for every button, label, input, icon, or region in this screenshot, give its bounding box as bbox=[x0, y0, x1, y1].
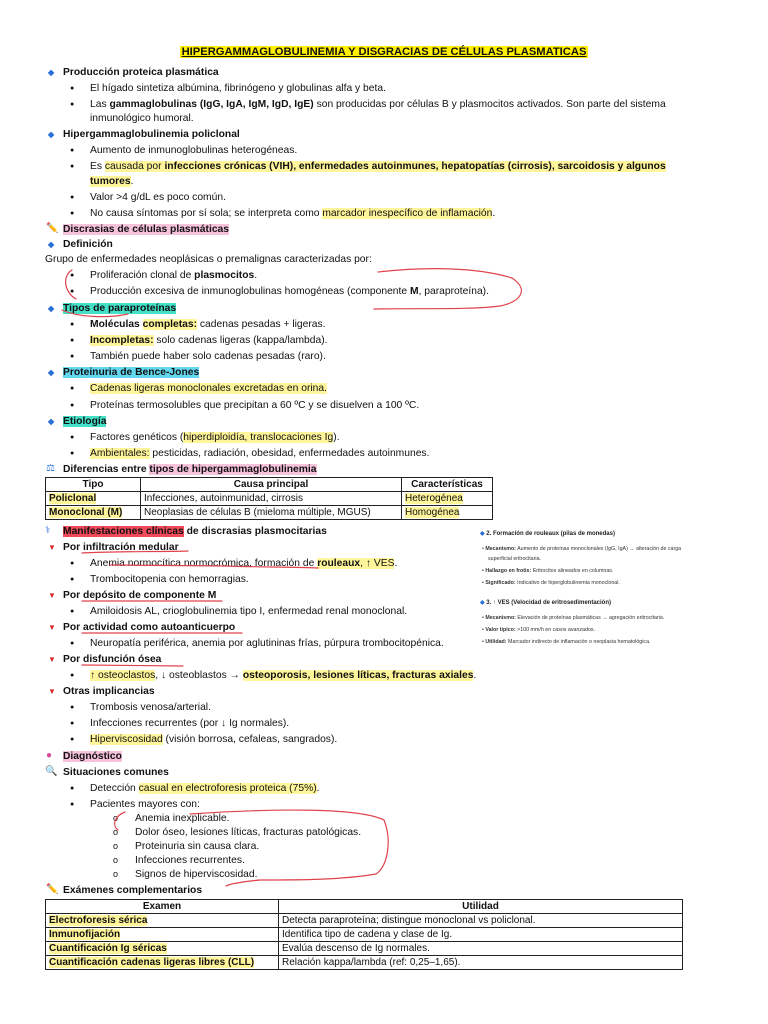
table-header: Examen bbox=[46, 900, 279, 914]
subheading-otras: ▼ Otras implicancias bbox=[63, 685, 155, 699]
sub-list-item: o Dolor óseo, lesiones líticas, fracturas patológicas. bbox=[135, 826, 361, 840]
pencil-icon: ✏️ bbox=[46, 223, 59, 234]
table-cell: Identifica tipo de cadena y clase de Ig. bbox=[279, 928, 683, 942]
heading-bence-jones: ◆ Proteinuria de Bence-Jones bbox=[63, 366, 199, 380]
embedded-notes-image bbox=[476, 525, 738, 653]
list-item: ● Aumento de inmunoglobulinas heterogéneas. bbox=[90, 144, 297, 158]
list-item: ● Neuropatía periférica, anemia por aglutininas frías, púrpura trombocitopénica. bbox=[90, 637, 444, 651]
heading-policlonal: ◆ Hipergammaglobulinemia policlonal bbox=[63, 128, 240, 142]
table-cell: Evalúa descenso de Ig normales. bbox=[279, 942, 683, 956]
list-item: ● Hiperviscosidad (visión borrosa, cefaleas, sangrados). bbox=[90, 733, 337, 747]
heading-examenes: Exámenes complementarios bbox=[63, 885, 203, 896]
table-header: Tipo bbox=[46, 478, 141, 492]
list-item: ● Pacientes mayores con: bbox=[90, 798, 200, 812]
table-cell: Relación kappa/lambda (ref: 0,25–1,65). bbox=[279, 956, 683, 970]
heading-diferencias: Diferencias entre tipos de hipergammaglobulinemia bbox=[63, 464, 317, 475]
list-item: ● El hígado sintetiza albúmina, fibrinógeno y globulinas alfa y beta. bbox=[90, 82, 386, 96]
table-header-row bbox=[46, 478, 493, 492]
heading-diagnostico: Diagnóstico bbox=[63, 751, 122, 762]
table-cell: Inmunofijación bbox=[46, 928, 279, 942]
table-row bbox=[46, 956, 683, 970]
list-item: ● Incompletas: solo cadenas ligeras (kappa/lambda). bbox=[90, 334, 328, 348]
subheading-infiltracion: ▼ Por infiltración medular bbox=[63, 541, 179, 555]
list-item: ● Infecciones recurrentes (por ↓ Ig normales). bbox=[90, 717, 289, 731]
table-cell: Policlonal bbox=[46, 492, 141, 506]
table-header: Utilidad bbox=[279, 900, 683, 914]
heading-produccion: ◆ Producción proteica plasmática bbox=[63, 66, 219, 80]
heading-situaciones: Situaciones comunes bbox=[63, 767, 169, 778]
differences-table bbox=[45, 477, 493, 520]
sub-list-item: o Signos de hiperviscosidad. bbox=[135, 868, 258, 882]
list-item: ● Amiloidosis AL, crioglobulinemia tipo I, enfermedad renal monoclonal. bbox=[90, 605, 407, 619]
table-row bbox=[46, 506, 493, 520]
list-item: ● Ambientales: pesticidas, radiación, obesidad, enfermedades autoinmunes. bbox=[90, 447, 429, 461]
sub-list-item: o Anemia inexplicable. bbox=[135, 812, 229, 826]
table-row bbox=[46, 492, 493, 506]
list-item-continuation: inmunológico humoral. bbox=[90, 113, 194, 124]
list-item: ● Detección casual en electroforesis proteica (75%). bbox=[90, 782, 320, 796]
subheading-deposito: ▼ Por depósito de componente M bbox=[63, 589, 216, 603]
table-cell: Electroforesis sérica bbox=[46, 914, 279, 928]
exams-table bbox=[45, 899, 683, 970]
side-line: • Hallazgo en frotis: Eritrocitos alineados en columnas. bbox=[482, 568, 614, 574]
list-item: ● Cadenas ligeras monoclonales excretadas en orina. bbox=[90, 382, 327, 396]
page-title: HIPERGAMMAGLOBULINEMIA Y DISGRACIAS DE CÉLULAS PLASMATICAS bbox=[181, 46, 587, 58]
heading-tipos-paraproteinas: ◆ Tipos de paraproteínas bbox=[63, 302, 176, 316]
table-row bbox=[46, 942, 683, 956]
table-cell: Cuantificación Ig séricas bbox=[46, 942, 279, 956]
table-cell: Cuantificación cadenas ligeras libres (CLL) bbox=[46, 956, 279, 970]
side-line: superficial eritrocitaria. bbox=[488, 556, 541, 562]
list-item: ● No causa síntomas por sí sola; se interpreta como marcador inespecífico de inflamación. bbox=[90, 207, 495, 221]
list-item: ● Trombosis venosa/arterial. bbox=[90, 701, 211, 715]
side-line: • Mecanismo: Aumento de proteínas monoclonales (IgG, IgA) → alteración de carga bbox=[482, 546, 682, 552]
table-cell: Monoclonal (M) bbox=[46, 506, 141, 520]
heading-manifestaciones: Manifestaciones clínicas de discrasias plasmocitarias bbox=[63, 526, 327, 537]
list-item: ● También puede haber solo cadenas pesadas (raro). bbox=[90, 350, 326, 364]
side-line: • Utilidad: Marcador indirecto de inflamación o neoplasia hematológica. bbox=[482, 639, 651, 645]
magnifier-icon: 🔍 bbox=[45, 766, 58, 777]
heading-etiologia: ◆ Etiología bbox=[63, 415, 106, 429]
list-item: ● ↑ osteoclastos, ↓ osteoblastos → osteoporosis, lesiones líticas, fracturas axiales. bbox=[90, 669, 476, 683]
list-item: ● Valor >4 g/dL es poco común. bbox=[90, 191, 226, 205]
side-line: • Mecanismo: Elevación de proteínas plasmáticas → agregación eritrocitaria. bbox=[482, 615, 665, 621]
side-heading: ◆ 2. Formación de rouleaux (pilas de monedas) bbox=[480, 531, 615, 537]
table-cell: Detecta paraproteína; distingue monoclonal vs policlonal. bbox=[279, 914, 683, 928]
list-item: ● Las gammaglobulinas (IgG, IgA, IgM, IgD, IgE) son producidas por células B y plasmocitos activados. Son parte del sistema bbox=[90, 98, 666, 112]
sub-list-item: o Proteinuria sin causa clara. bbox=[135, 840, 259, 854]
side-line: • Valor típico: >100 mm/h en casos avanzados. bbox=[482, 627, 596, 633]
side-line: • Significado: Indicativo de hiperglobulinemia monoclonal. bbox=[482, 580, 620, 586]
list-item: ● Proteínas termosolubles que precipitan a 60 ºC y se disuelven a 100 ºC. bbox=[90, 399, 419, 413]
table-header-row bbox=[46, 900, 683, 914]
list-item: ● Moléculas completas: cadenas pesadas + ligeras. bbox=[90, 318, 326, 332]
pencil-icon: ✏️ bbox=[46, 884, 59, 895]
table-cell: Homogénea bbox=[402, 506, 493, 520]
list-item: ● Producción excesiva de inmunoglobulinas homogéneas (componente M, paraproteína). bbox=[90, 285, 489, 299]
table-header: Causa principal bbox=[141, 478, 402, 492]
brain-icon: ● bbox=[46, 750, 53, 761]
compare-icon: ⚖ bbox=[46, 463, 55, 474]
definition-text: Grupo de enfermedades neoplásicas o premalignas caracterizadas por: bbox=[45, 254, 372, 265]
table-cell: Infecciones, autoinmunidad, cirrosis bbox=[141, 492, 402, 506]
side-heading: ◆ 3. ↑ VES (Velocidad de eritrosedimentación) bbox=[480, 600, 611, 606]
table-cell: Neoplasias de células B (mieloma múltiple, MGUS) bbox=[141, 506, 402, 520]
list-item: ● Es causada por infecciones crónicas (VIH), enfermedades autoinmunes, hepatopatías (cirrosis), sarcoidosis y algunos bbox=[90, 160, 666, 174]
stethoscope-icon: ⚕ bbox=[45, 525, 51, 536]
list-item: ● Factores genéticos (hiperdiploidía, translocaciones Ig). bbox=[90, 431, 340, 445]
table-cell: Heterogénea bbox=[402, 492, 493, 506]
list-item-continuation: tumores. bbox=[90, 176, 134, 187]
list-item: ● Proliferación clonal de plasmocitos. bbox=[90, 269, 257, 283]
subheading-autoanticuerpo: ▼ Por actividad como autoanticuerpo bbox=[63, 621, 235, 635]
table-header: Características bbox=[402, 478, 493, 492]
table-row bbox=[46, 928, 683, 942]
list-item: ● Trombocitopenia con hemorragias. bbox=[90, 573, 249, 587]
list-item: ● Anemia normocítica normocrómica, formación de rouleaux, ↑ VES. bbox=[90, 557, 397, 571]
heading-discrasias: Discrasias de células plasmáticas bbox=[63, 224, 229, 235]
sub-list-item: o Infecciones recurrentes. bbox=[135, 854, 245, 868]
subheading-disfuncion-osea: ▼ Por disfunción ósea bbox=[63, 653, 161, 667]
table-row bbox=[46, 914, 683, 928]
heading-definicion: ◆ Definición bbox=[63, 238, 113, 252]
